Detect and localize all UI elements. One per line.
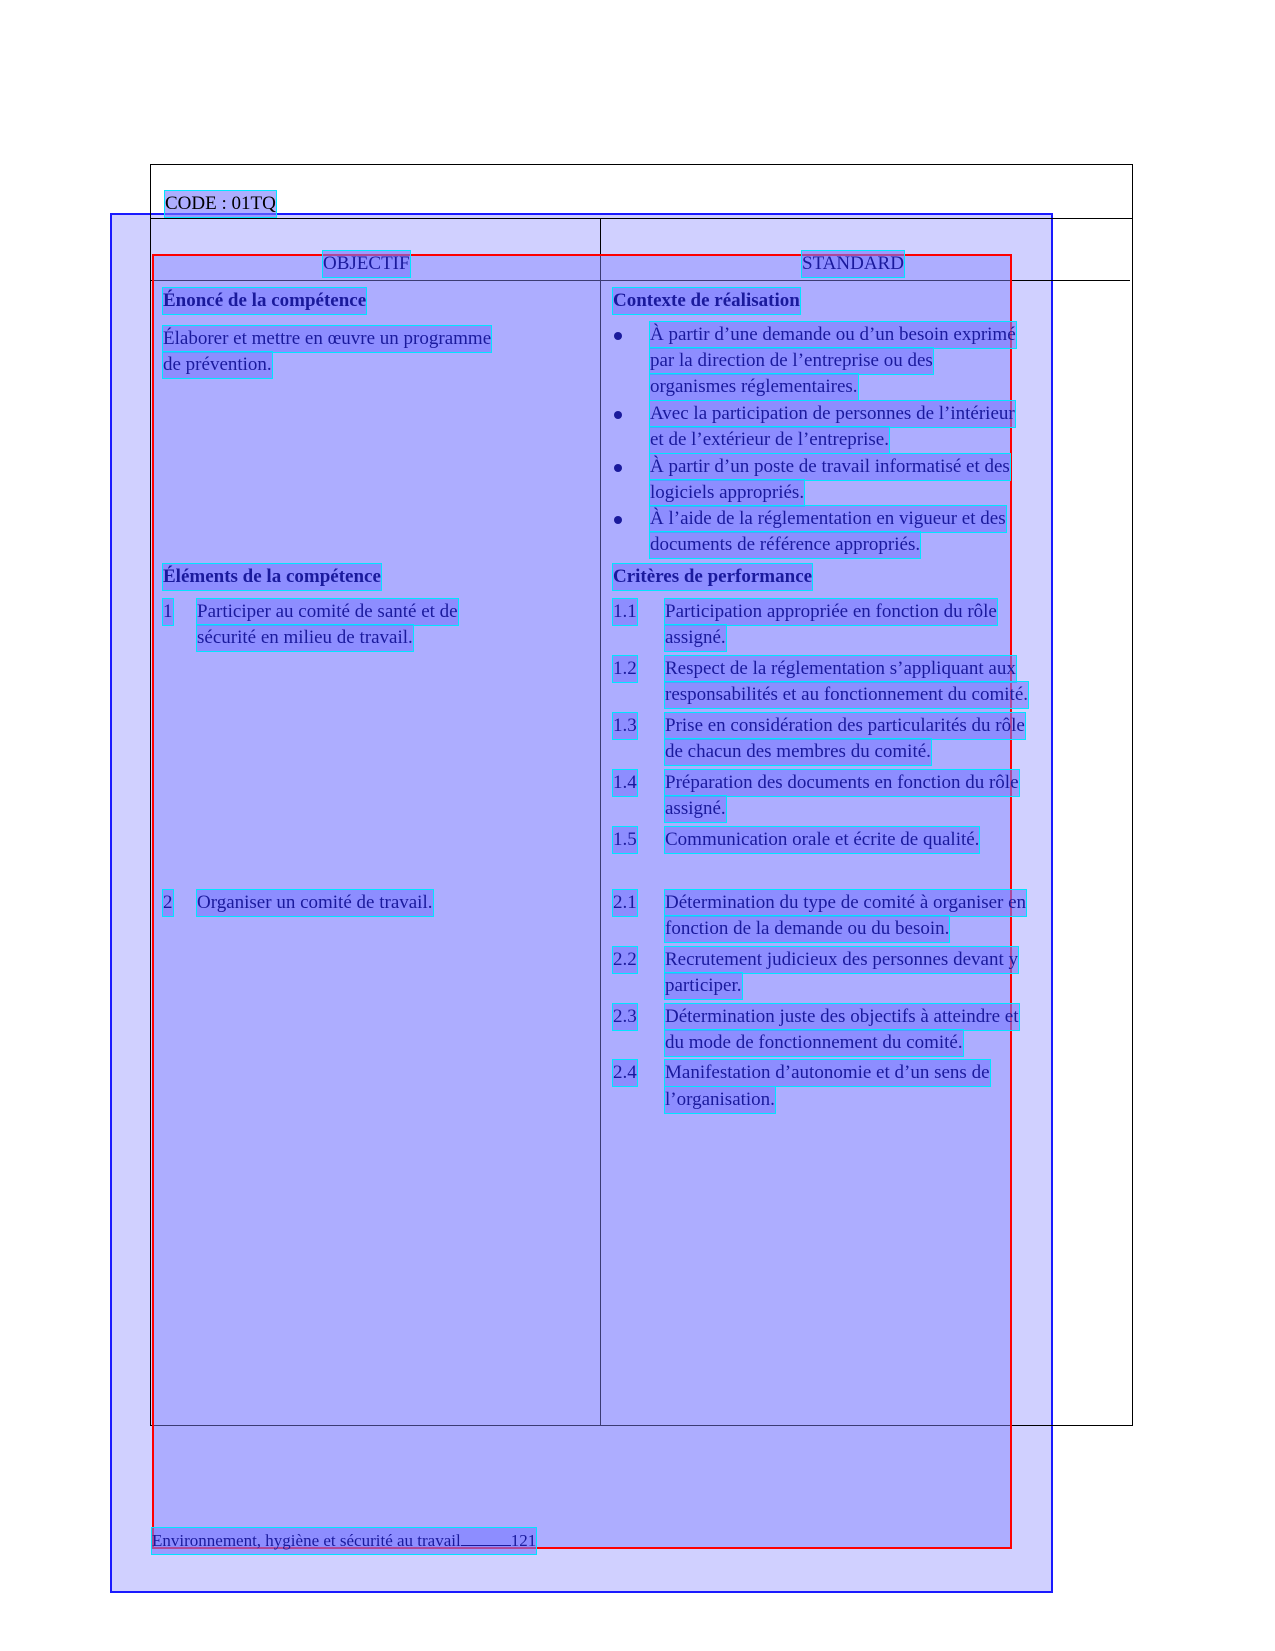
element-num: 2: [163, 890, 173, 916]
element-line: Participer au comité de santé et de: [197, 599, 458, 625]
enonce-line: de prévention.: [163, 352, 272, 378]
criteres-title: Critères de performance: [613, 564, 812, 590]
critere-num: 1.1: [613, 599, 637, 625]
critere-line: Prise en considération des particularités du rôle: [665, 713, 1025, 739]
contexte-line: À partir d’une demande ou d’un besoin exprimé: [650, 322, 1016, 348]
header-standard: STANDARD: [802, 251, 904, 277]
critere-line: Recrutement judicieux des personnes devant y: [665, 947, 1018, 973]
divider-top: [150, 218, 1133, 219]
contexte-line: À l’aide de la réglementation en vigueur et des: [650, 506, 1006, 532]
contexte-line: par la direction de l’entreprise ou des: [650, 348, 933, 374]
critere-line: assigné.: [665, 796, 726, 822]
critere-num: 1.2: [613, 656, 637, 682]
contexte-line: logiciels appropriés.: [650, 480, 804, 506]
critere-num: 2.2: [613, 947, 637, 973]
elements-title: Éléments de la compétence: [163, 564, 381, 590]
critere-num: 2.3: [613, 1004, 637, 1030]
contexte-title: Contexte de réalisation: [613, 288, 800, 314]
critere-line: Participation appropriée en fonction du rôle: [665, 599, 997, 625]
critere-line: assigné.: [665, 625, 726, 651]
contexte-line: organismes réglementaires.: [650, 374, 858, 400]
page-number: 121: [510, 1531, 537, 1550]
footer: [152, 1528, 536, 1554]
critere-num: 1.5: [613, 827, 637, 853]
critere-line: du mode de fonctionnement du comité.: [665, 1030, 963, 1056]
header-objectif: OBJECTIF: [323, 251, 410, 277]
critere-line: Manifestation d’autonomie et d’un sens de: [665, 1060, 990, 1086]
critere-line: Respect de la réglementation s’appliquant aux: [665, 656, 1016, 682]
critere-line: Communication orale et écrite de qualité.: [665, 827, 979, 853]
critere-line: responsabilités et au fonctionnement du comité.: [665, 682, 1028, 708]
contexte-line: documents de référence appropriés.: [650, 532, 920, 558]
critere-line: de chacun des membres du comité.: [665, 739, 931, 765]
critere-line: Détermination juste des objectifs à atteindre et: [665, 1004, 1019, 1030]
enonce-line: Élaborer et mettre en œuvre un programme: [163, 326, 491, 352]
contexte-line: Avec la participation de personnes de l’intérieur: [650, 401, 1015, 427]
critere-line: participer.: [665, 973, 742, 999]
bullet-icon: [614, 332, 622, 340]
bullet-icon: [614, 516, 622, 524]
enonce-title: Énoncé de la compétence: [163, 288, 366, 314]
bullet-icon: [614, 464, 622, 472]
bullet-icon: [614, 411, 622, 419]
critere-line: fonction de la demande ou du besoin.: [665, 916, 949, 942]
element-num: 1: [163, 599, 173, 625]
contexte-line: et de l’extérieur de l’entreprise.: [650, 427, 889, 453]
element-line: Organiser un comité de travail.: [197, 890, 433, 916]
critere-num: 2.1: [613, 890, 637, 916]
element-line: sécurité en milieu de travail.: [197, 625, 413, 651]
contexte-line: À partir d’un poste de travail informatisé et des: [650, 454, 1010, 480]
critere-num: 2.4: [613, 1060, 637, 1086]
critere-line: Détermination du type de comité à organiser en: [665, 890, 1026, 916]
code-label: CODE : 01TQ: [165, 191, 276, 217]
critere-num: 1.3: [613, 713, 637, 739]
critere-line: Préparation des documents en fonction du rôle: [665, 770, 1019, 796]
critere-line: l’organisation.: [665, 1087, 775, 1113]
critere-num: 1.4: [613, 770, 637, 796]
footer-text: Environnement, hygiène et sécurité au travail: [152, 1531, 461, 1550]
